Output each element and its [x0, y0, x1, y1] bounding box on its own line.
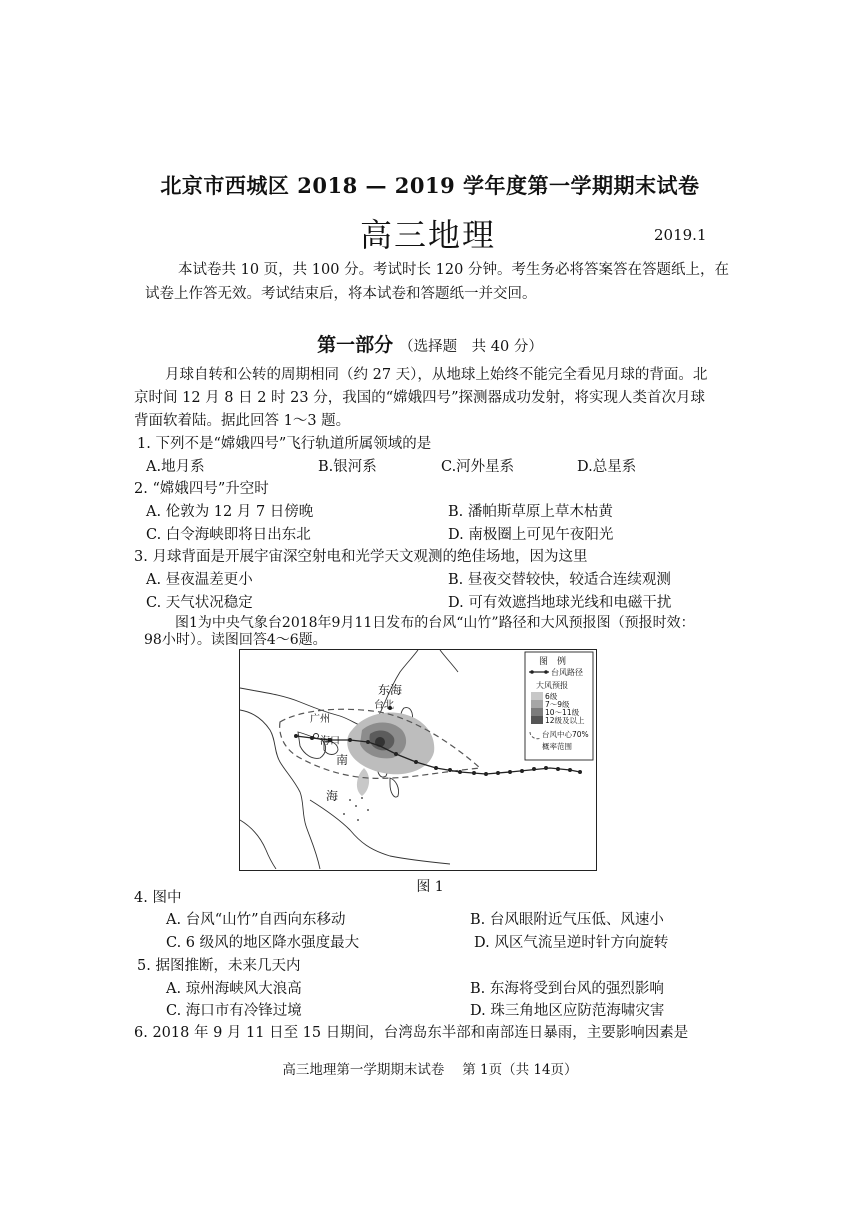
q1-option-b: B.银河系	[318, 459, 377, 475]
legend-track: 台风路径	[551, 668, 583, 677]
label-hai: 海	[326, 789, 339, 803]
exam-date: 2019.1	[654, 226, 707, 244]
q5-stem: 5. 据图推断，未来几天内	[137, 958, 301, 974]
philippines-islands	[390, 778, 399, 797]
q1-option-c: C.河外星系	[441, 459, 515, 475]
q3-stem: 3. 月球背面是开展宇宙深空射电和光学天文观测的绝佳场地，因为这里	[134, 549, 588, 565]
page-footer: 高三地理第一学期期末试卷 第 1页（共 14页）	[282, 1062, 578, 1078]
figure-caption: 图 1	[416, 879, 444, 895]
q3-option-b: B. 昼夜交替较快，较适合连续观测	[448, 572, 671, 588]
label-haikou: 海口	[320, 736, 340, 747]
q2-option-c: C. 白令海峡即将日出东北	[146, 527, 311, 543]
q1-stem: 1. 下列不是“嫦娥四号”飞行轨道所属领域的是	[137, 436, 432, 452]
q4-stem: 4. 图中	[134, 890, 182, 906]
borneo-coast	[310, 800, 450, 864]
legend-title: 图 例	[539, 657, 567, 667]
q4-option-c: C. 6 级风的地区降水强度最大	[166, 935, 360, 951]
section-note: （选择题 共 40 分）	[399, 339, 543, 355]
passage2-line-2: 98小时）。读图回答4～6题。	[144, 632, 327, 648]
q3-option-a: A. 昼夜温差更小	[146, 572, 253, 588]
passage1-line-3: 背面软着陆。据此回答 1～3 题。	[134, 413, 351, 429]
q2-option-a: A. 伦敦为 12 月 7 日傍晚	[146, 504, 314, 520]
legend-prob-2: 概率范围	[542, 742, 572, 751]
map-legend	[525, 652, 593, 760]
q6-stem: 6. 2018 年 9 月 11 日至 15 日期间，台湾岛东半部和南部连日暴雨，主要影响因素是	[134, 1025, 689, 1041]
q4-option-a: A. 台风“山竹”自西向东移动	[166, 912, 346, 928]
legend-wind-title: 大风预报	[536, 681, 568, 690]
q5-option-a: A. 琼州海峡风大浪高	[166, 981, 302, 997]
legend-level-10-11: 10～11级	[545, 708, 580, 717]
q2-option-b: B. 潘帕斯草原上草木枯黄	[448, 504, 613, 520]
typhoon-map-figure	[239, 649, 597, 871]
label-guangzhou: 广州	[310, 714, 330, 725]
intro-line-2: 试卷上作答无效。考试结束后，将本试卷和答题纸一并交回。	[145, 286, 537, 302]
legend-prob-1: 台风中心70%	[542, 730, 589, 739]
label-taibei: 台北	[374, 700, 394, 711]
section-heading	[0, 330, 860, 357]
q4-option-d: D. 风区气流呈逆时针方向旋转	[474, 935, 669, 951]
q5-option-c: C. 海口市有冷锋过境	[166, 1003, 302, 1019]
q1-option-a: A.地月系	[146, 459, 205, 475]
exam-title: 北京市西城区 2018 — 2019 学年度第一学期期末试卷	[160, 173, 700, 198]
spratly-islands	[343, 797, 369, 821]
section-title: 第一部分	[317, 334, 394, 356]
q1-option-d: D.总星系	[577, 459, 637, 475]
q5-option-b: B. 东海将受到台风的强烈影响	[470, 981, 664, 997]
typhoon-map-svg	[240, 650, 595, 869]
q3-option-c: C. 天气状况稳定	[146, 595, 253, 611]
q2-option-d: D. 南极圈上可见午夜阳光	[448, 527, 614, 543]
label-donghai: 东海	[378, 683, 403, 697]
passage2-line-1: 图1为中央气象台2018年9月11日发布的台风“山竹”路径和大风预报图（预报时效：	[175, 615, 695, 631]
wind-forecast-area	[347, 712, 434, 796]
passage1-line-1: 月球自转和公转的周期相同（约 27 天），从地球上始终不能完全看见月球的背面。北	[165, 367, 708, 383]
malay-coast	[240, 820, 276, 869]
passage1-line-2: 京时间 12 月 8 日 2 时 23 分，我国的“嫦娥四号”探测器成功发射，将实现人类首次月球	[134, 390, 706, 406]
subject-title: 高三地理	[360, 216, 497, 254]
q4-option-b: B. 台风眼附近气压低、风速小	[470, 912, 664, 928]
legend-level-7-9: 7～9级	[545, 700, 570, 709]
japan-coast	[440, 650, 458, 672]
q2-stem: 2. “嫦娥四号”升空时	[134, 481, 269, 497]
q5-option-d: D. 珠三角地区应防范海啸灾害	[470, 1003, 665, 1019]
label-nan: 南	[336, 753, 349, 767]
intro-line-1: 本试卷共 10 页，共 100 分。考试时长 120 分钟。考生务必将答案答在答题纸上，在	[178, 262, 729, 278]
legend-level-6: 6级	[545, 692, 558, 701]
q3-option-d: D. 可有效遮挡地球光线和电磁干扰	[448, 595, 672, 611]
legend-level-12: 12级及以上	[545, 716, 585, 725]
